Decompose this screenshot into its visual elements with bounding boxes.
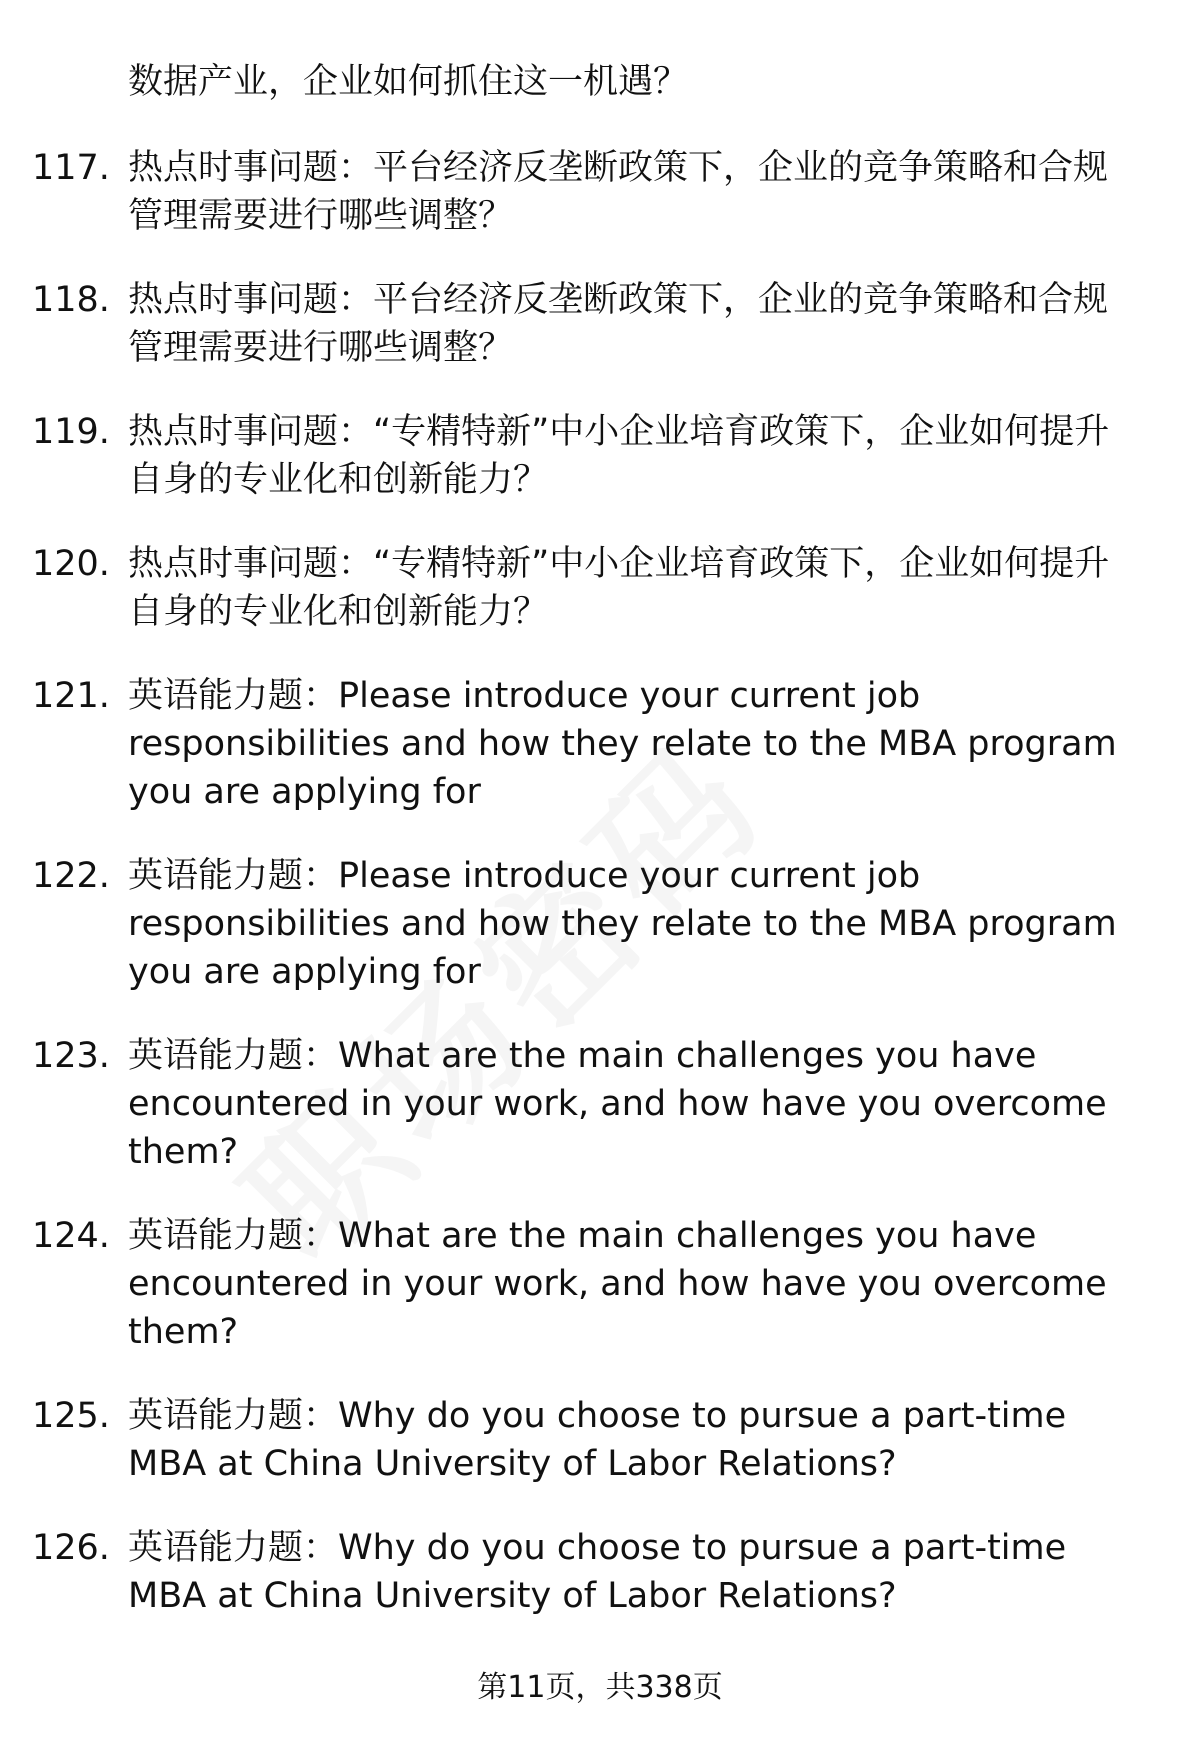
item-number: 123. [32, 1036, 110, 1076]
item-number: 125. [32, 1396, 110, 1436]
page-footer: 第11页，共338页 [477, 1670, 723, 1705]
item-text: 英语能力题：Why do you choose to pursue a part-time MBA at China University of Labor Relations? [128, 1396, 1067, 1484]
list-item [32, 1212, 1142, 1356]
list-item [32, 1392, 1142, 1488]
item-text: 热点时事问题：平台经济反垄断政策下，企业的竞争策略和合规管理需要进行哪些调整？ [128, 148, 1109, 236]
item-number: 118. [32, 280, 110, 320]
question-list [32, 58, 1142, 1656]
item-number: 122. [32, 856, 110, 896]
list-item [32, 1524, 1142, 1620]
item-number: 117. [32, 148, 110, 188]
list-item [32, 540, 1142, 636]
item-text: 英语能力题：Please introduce your current job responsibilities and how they relate to the MBA program you are applying for [128, 856, 1117, 992]
item-text: 英语能力题：Please introduce your current job responsibilities and how they relate to the MBA program you are applying for [128, 676, 1117, 812]
item-text: 热点时事问题：“专精特新”中小企业培育政策下，企业如何提升自身的专业化和创新能力？ [128, 544, 1110, 632]
item-number: 119. [32, 412, 110, 452]
item-text: 英语能力题：What are the main challenges you have encountered in your work, and how have you overcome them? [128, 1216, 1107, 1352]
list-item [32, 672, 1142, 816]
list-item [32, 852, 1142, 996]
list-item [32, 276, 1142, 372]
item-number: 126. [32, 1528, 110, 1568]
continuation-text: 数据产业，企业如何抓住这一机遇？ [128, 62, 689, 102]
list-item [32, 1032, 1142, 1176]
list-item [32, 144, 1142, 240]
item-text: 热点时事问题：平台经济反垄断政策下，企业的竞争策略和合规管理需要进行哪些调整？ [128, 280, 1109, 368]
item-text: 英语能力题：What are the main challenges you have encountered in your work, and how have you overcome them? [128, 1036, 1107, 1172]
list-item [32, 408, 1142, 504]
item-text: 热点时事问题：“专精特新”中小企业培育政策下，企业如何提升自身的专业化和创新能力？ [128, 412, 1110, 500]
item-number: 124. [32, 1216, 110, 1256]
item-number: 121. [32, 676, 110, 716]
item-text: 英语能力题：Why do you choose to pursue a part-time MBA at China University of Labor Relations? [128, 1528, 1067, 1616]
item-number: 120. [32, 544, 110, 584]
